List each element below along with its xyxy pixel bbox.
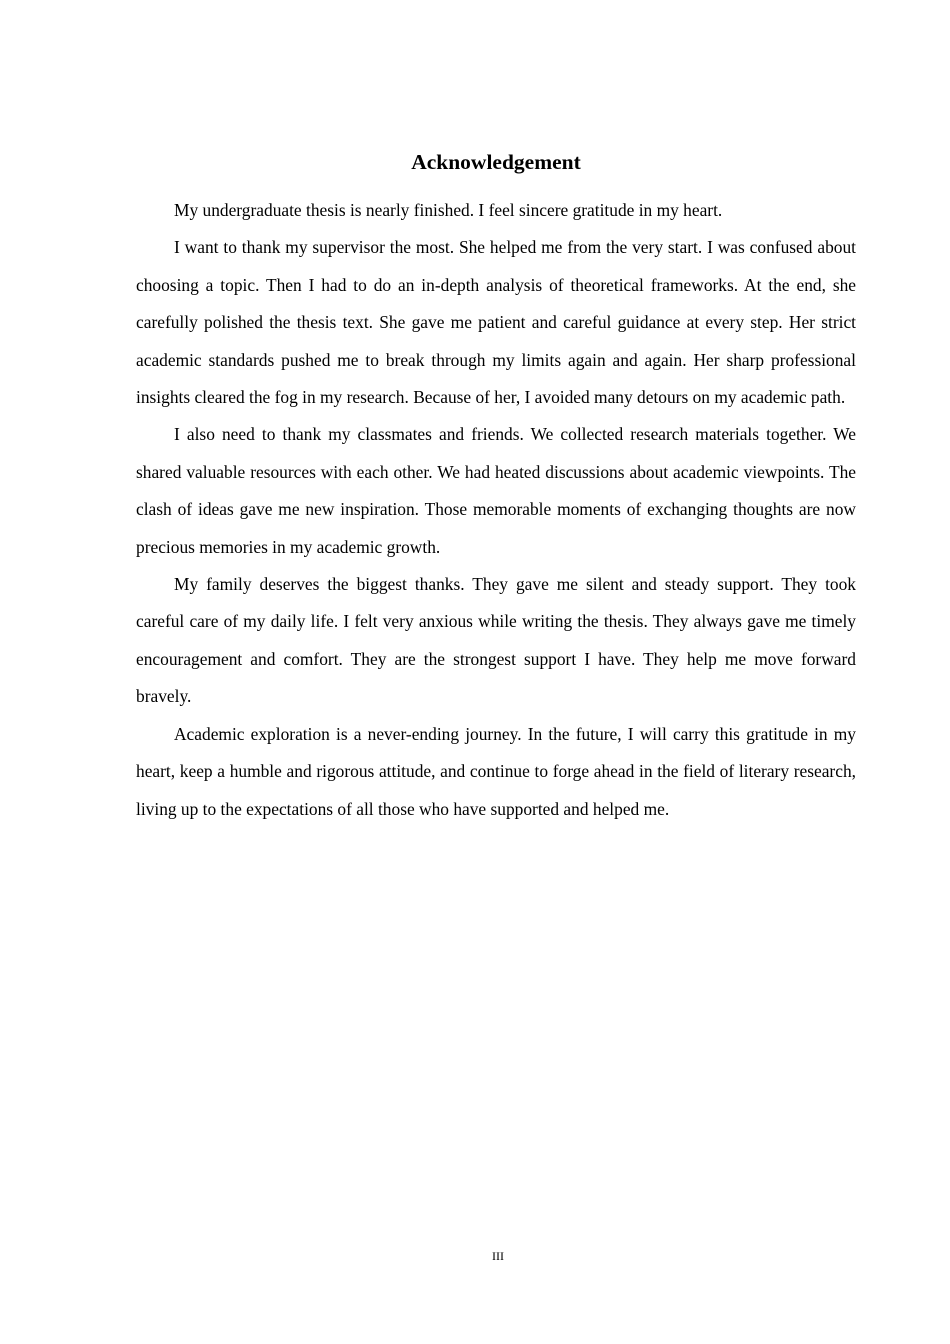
paragraph-family: My family deserves the biggest thanks. They gave me silent and steady support. They took careful care of my daily life. I felt very anxious while writing the thesis. They always gave me timely encouragement and comfort. They are the strongest support I have. They help me move forward bravely. <box>136 574 856 707</box>
acknowledgement-body <box>136 192 856 828</box>
paragraph-conclusion: Academic exploration is a never-ending journey. In the future, I will carry this gratitude in my heart, keep a humble and rigorous attitude, and continue to forge ahead in the field of literary research, living up to the expectations of all those who have supported and helped me. <box>136 723 856 819</box>
page-title: Acknowledgement <box>411 150 581 174</box>
paragraph-supervisor: I want to thank my supervisor the most. She helped me from the very start. I was confused about choosing a topic. Then I had to do an in-depth analysis of theoretical frameworks. At the end, she carefully polished the thesis text. She gave me patient and careful guidance at every step. Her strict academic standards pushed me to break through my limits again and again. Her sharp professional insights cleared the fog in my research. Because of her, I avoided many detours on my academic path. <box>136 237 856 408</box>
page-number: III <box>492 1249 504 1263</box>
paragraph-intro: My undergraduate thesis is nearly finished. I feel sincere gratitude in my heart. <box>174 200 723 220</box>
paragraph-classmates: I also need to thank my classmates and friends. We collected research materials together. We shared valuable resources with each other. We had heated discussions about academic viewpoints. The clash of ideas gave me new inspiration. Those memorable moments of exchanging thoughts are now precious memories in my academic growth. <box>136 424 856 557</box>
